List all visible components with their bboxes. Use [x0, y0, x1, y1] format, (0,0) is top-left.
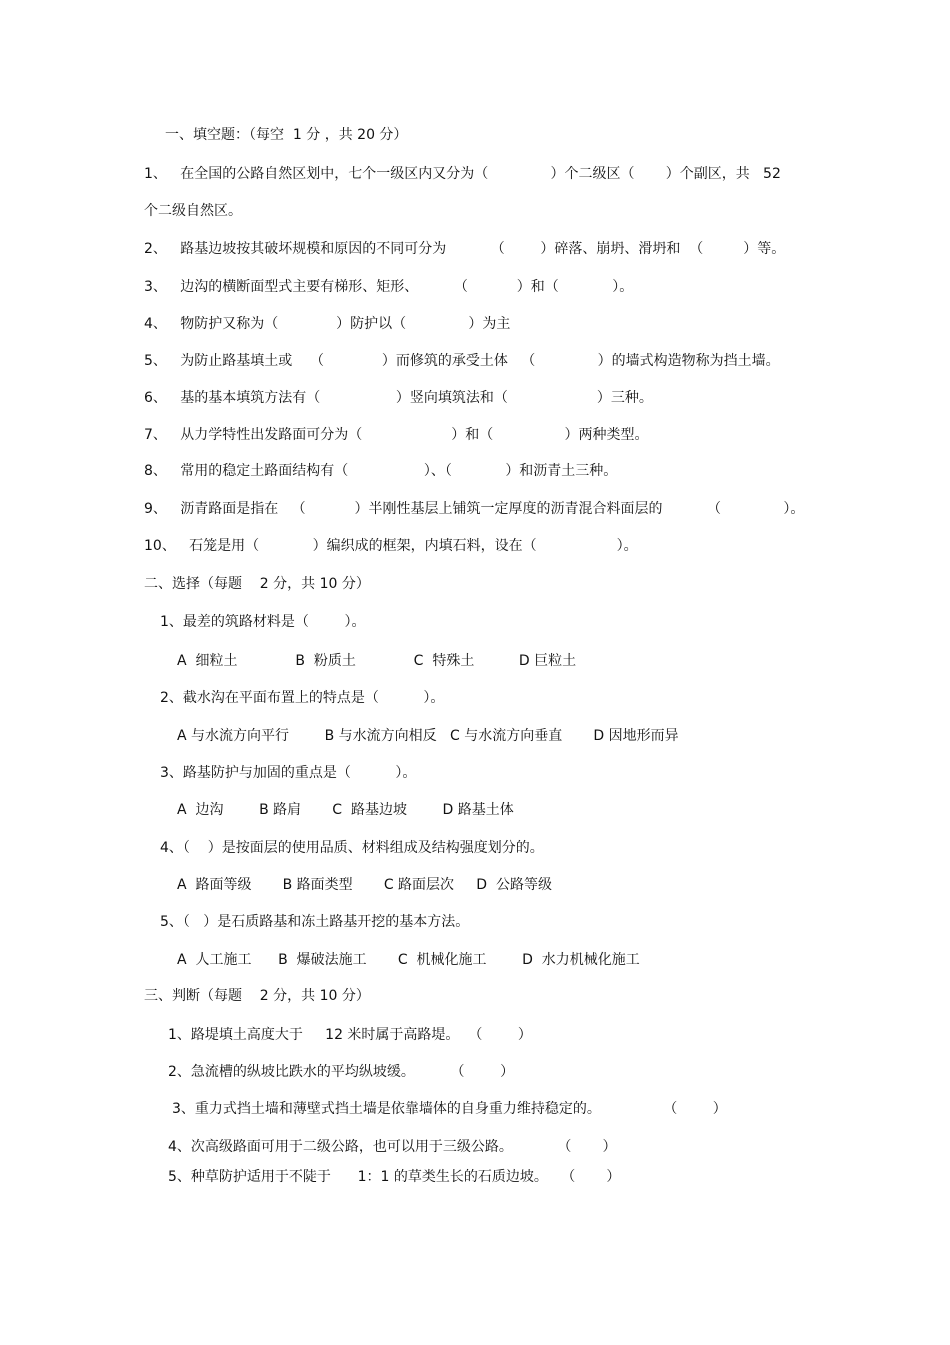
fill-question-4: 4、 物防护又称为（ ）防护以（ ）为主 [144, 316, 511, 332]
fill-question-7: 7、 从力学特性出发路面可分为（ ）和（ ）两种类型。 [144, 427, 649, 443]
choice-question-5-options: A 人工施工 B 爆破法施工 C 机械化施工 D 水力机械化施工 [177, 952, 640, 968]
fill-question-8: 8、 常用的稳定土路面结构有（ ）、（ ）和沥青土三种。 [144, 463, 618, 479]
choice-question-4: 4、（ ）是按面层的使用品质、材料组成及结构强度划分的。 [160, 840, 544, 856]
choice-question-2: 2、截水沟在平面布置上的特点是（ ）。 [160, 690, 445, 706]
choice-question-1: 1、最差的筑路材料是（ ）。 [160, 614, 366, 630]
judge-question-3: 3、重力式挡土墙和薄壁式挡土墙是依靠墙体的自身重力维持稳定的。 （ ） [172, 1101, 727, 1117]
fill-question-5: 5、 为防止路基填土或 （ ）而修筑的承受土体 （ ）的墙式构造物称为挡土墙。 [144, 353, 780, 369]
judge-question-2: 2、急流槽的纵坡比跌水的平均纵坡缓。 （ ） [168, 1064, 515, 1080]
fill-question-1: 1、 在全国的公路自然区划中，七个一级区内又分为（ ）个二级区（ ）个副区，共 52 [144, 166, 781, 182]
choice-question-2-options: A 与水流方向平行 B 与水流方向相反 C 与水流方向垂直 D 因地形而异 [177, 728, 679, 744]
choice-question-1-options: A 细粒土 B 粉质土 C 特殊土 D 巨粒土 [177, 653, 577, 669]
fill-question-9: 9、 沥青路面是指在 （ ）半刚性基层上铺筑一定厚度的沥青混合料面层的 （ ）。 [144, 501, 805, 517]
choice-question-5: 5、（ ）是石质路基和冻土路基开挖的基本方法。 [160, 914, 470, 930]
judge-question-1: 1、路堤填土高度大于 12 米时属于高路堤。 （ ） [168, 1027, 532, 1043]
judge-question-4: 4、次高级路面可用于二级公路，也可以用于三级公路。 （ ） [168, 1139, 617, 1155]
choice-question-3-options: A 边沟 B 路肩 C 路基边坡 D 路基土体 [177, 802, 514, 818]
fill-question-6: 6、 基的基本填筑方法有（ ）竖向填筑法和（ ）三种。 [144, 390, 653, 406]
fill-question-10: 10、 石笼是用（ ）编织成的框架，内填石料，设在（ ）。 [144, 538, 638, 554]
judge-question-5: 5、种草防护适用于不陡于 1：1 的草类生长的石质边坡。 （ ） [168, 1169, 621, 1185]
choice-question-3: 3、路基防护与加固的重点是（ ）。 [160, 765, 417, 781]
section-3-heading: 三、判断（每题 2 分，共 10 分） [144, 988, 370, 1004]
choice-question-4-options: A 路面等级 B 路面类型 C 路面层次 D 公路等级 [177, 877, 552, 893]
fill-question-2: 2、 路基边坡按其破坏规模和原因的不同可分为 （ ）碎落、崩坍、滑坍和 （ ）等。 [144, 241, 786, 257]
fill-question-3: 3、 边沟的横断面型式主要有梯形、矩形、 （ ）和（ ）。 [144, 279, 634, 295]
section-1-heading: 一、填空题：（每空 1 分 ，共 20 分） [165, 127, 408, 143]
section-2-heading: 二、选择（每题 2 分，共 10 分） [144, 576, 370, 592]
fill-question-1-continued: 个二级自然区。 [144, 203, 242, 219]
